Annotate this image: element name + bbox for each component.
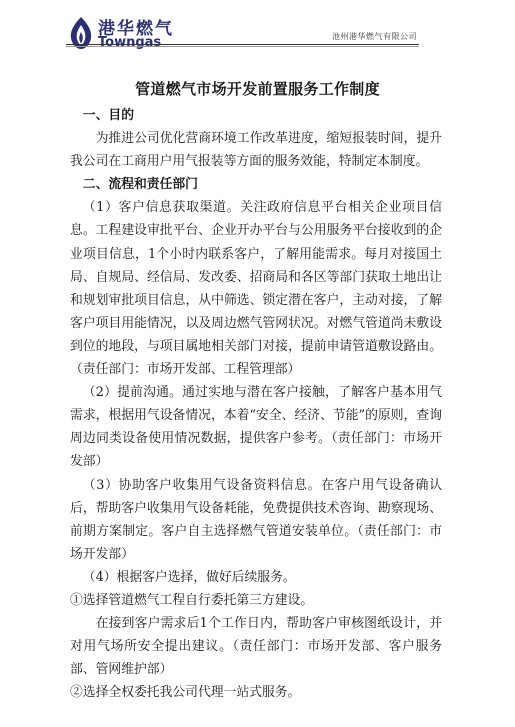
company-name: 池州港华燃气有限公司 [332,32,417,41]
paragraph-item-4: （4）根据客户选择，做好后续服务。 [82,569,296,585]
paragraph-item-2: （2）提前沟通。通过实地与潜在客户接触，了解客户基本用气需求，根据用气设备情况，本着“安全、经济、节能”的原则，查询周边同类设备使用情况数据，提供客户参考。（责任部门：市场开发部） [70,385,442,470]
paragraph-option-1-detail: 在接到客户需求后1个工作日内，帮助客户审核图纸设计，并对用气场所安全提出建议。（责任部门：市场开发部、客户服务部、管网维护部） [70,616,442,678]
brand-name-chinese: 港华燃气 [98,19,174,39]
document-title: 管道燃气市场开发前置服务工作制度 [135,80,380,98]
paragraph-item-3: （3）协助客户收集用气设备资料信息。在客户用气设备确认后，帮助客户收集用气设备耗能，免费提供技术咨询、勘察现场、前期方案制定。客户自主选择燃气管道安装单位。（责任部门：市场开发部） [70,477,442,562]
header-divider-secondary [66,46,419,47]
paragraph-purpose: 为推进公司优化营商环境工作改革进度，缩短报装时间，提升我公司在工商用户用气报装等方面的服务效能，特制定本制度。 [70,131,442,170]
paragraph-option-2: ②选择全权委托我公司代理一站式服务。 [70,685,301,701]
section-heading-purpose: 一、目的 [82,108,134,123]
document-body [70,104,442,704]
brand-name-english: Towngas [98,35,162,50]
paragraph-option-1: ①选择管道燃气工程自行委托第三方建设。 [70,592,314,608]
header-divider [66,44,419,45]
paragraph-item-1: （1）客户信息获取渠道。关注政府信息平台相关企业项目信息。工程建设审批平台、企业开办平台与公用服务平台接收到的企业项目信息，1个小时内联系客户，了解用能需求。每月对接国土局、自规局、经信局、发改委、招商局和各区等部门获取土地出让和规划审批项目信息，从中筛选、锁定潜在客户，主动对接，了解客户项目用能情况，以及周边燃气管网状况。对燃气管道尚未敷设到位的地段，与项目属地相关部门对接，提前申请管道敷设路由。（责任部门：市场开发部、工程管理部） [70,200,442,378]
section-heading-process: 二、流程和责任部门 [82,177,198,193]
